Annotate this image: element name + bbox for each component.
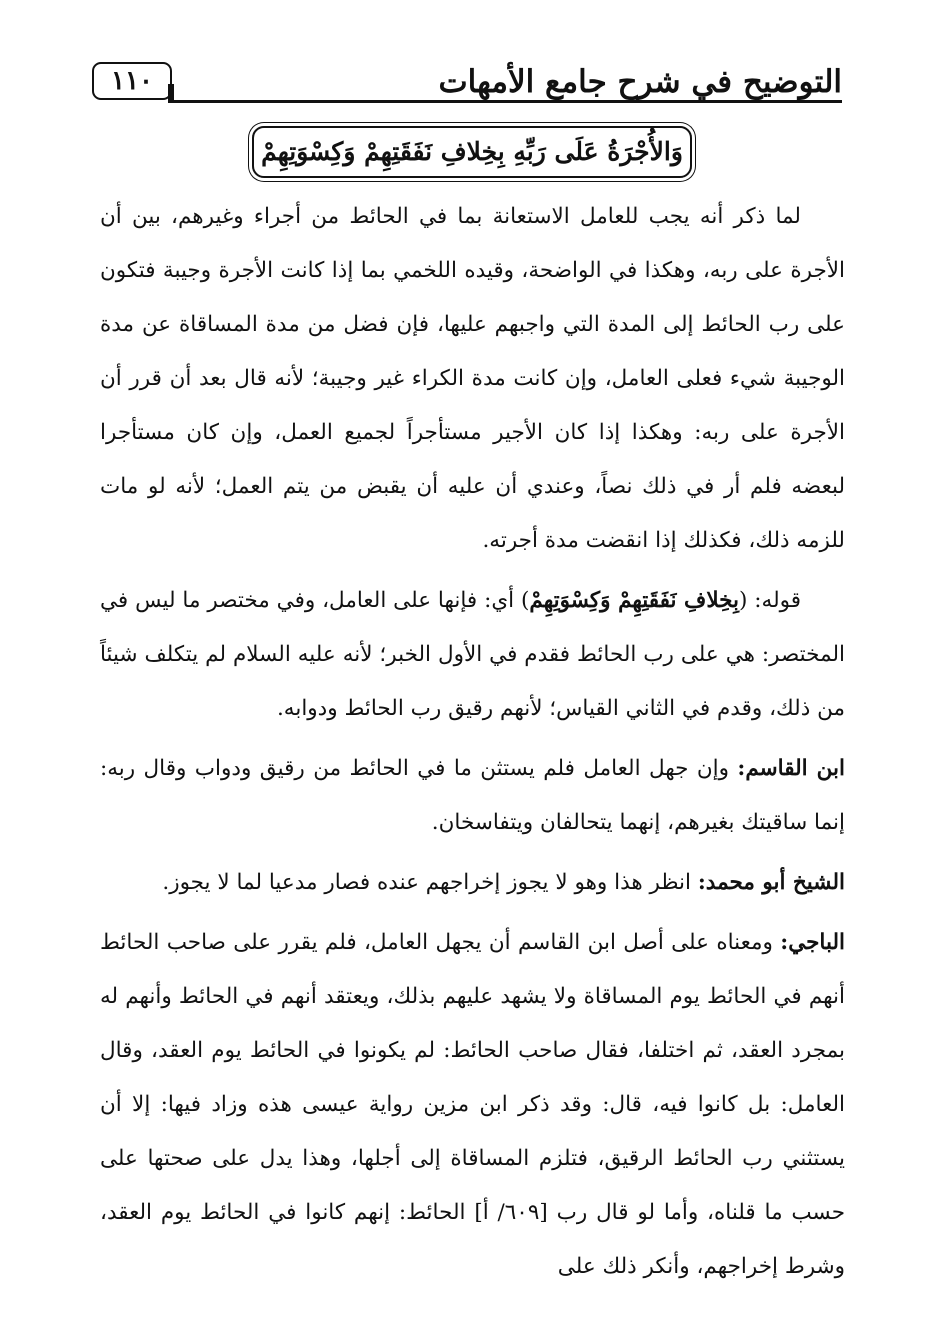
quoted-text: بِخِلافِ نَفَقَتِهِمْ وَكِسْوَتِهِمْ <box>529 588 740 613</box>
speaker-albaji: الباجي: <box>780 930 845 955</box>
running-header <box>92 58 842 108</box>
section-title: وَالأُجْرَةُ عَلَى رَبِّهِ بِخِلافِ نَفَقَتِهِمْ وَكِسْوَتِهِمْ <box>252 126 692 178</box>
paragraph-4 <box>100 856 845 910</box>
paragraph-2-rest: ) أي: فإنها على العامل، وفي مختصر ما ليس في المختصر: هي على رب الحائط فقدم في الأول الخبر؛ لأنه عليه السلام لم يتكلف شيئاً من ذلك، وقدم في الثاني القياس؛ لأنهم رقيق رب الحائط ودوابه. <box>100 588 845 721</box>
body-text <box>100 190 845 1300</box>
paragraph-3 <box>100 742 845 850</box>
book-title: التوضيح في شرح جامع الأمهات <box>438 64 842 100</box>
paragraph-3-rest: وإن جهل العامل فلم يستثن ما في الحائط من رقيق ودواب وقال ربه: إنما ساقيتك بغيرهم، إنهما يتحالفان ويتفاسخان. <box>100 756 845 835</box>
paragraph-2 <box>100 574 845 736</box>
paragraph-2-prefix: قوله: ( <box>739 588 802 613</box>
speaker-abu-muhammad: الشيخ أبو محمد: <box>697 870 845 895</box>
paragraph-5 <box>100 916 845 1294</box>
header-rule <box>168 100 842 103</box>
paragraph-4-rest: انظر هذا وهو لا يجوز إخراجهم عنده فصار مدعيا لما لا يجوز. <box>162 870 698 895</box>
paragraph-1: لما ذكر أنه يجب للعامل الاستعانة بما في الحائط من أجراء وغيرهم، بين أن الأجرة على ربه، وهكذا في الواضحة، وقيده اللخمي بما إذا كانت الأجرة وجيبة فتكون على رب الحائط إلى المدة التي واجبهم عليها، فإن فضل من مدة المساقاة عن مدة الوجيبة شيء فعلى العامل، وإن كانت مدة الكراء غير وجيبة؛ لأنه قال بعد أن قرر أن الأجرة على ربه: وهكذا إذا كان الأجير مستأجراً لجميع العمل، وإن كان مستأجرا لبعضه فلم أر في ذلك نصاً، وعندي أن عليه أن يقبض من يتم العمل؛ لأنه لو مات للزمه ذلك، فكذلك إذا انقضت مدة أجرته. <box>100 204 845 553</box>
page-number: ١١٠ <box>92 62 172 100</box>
header-rule-tick <box>168 84 174 103</box>
speaker-ibn-alqasim: ابن القاسم: <box>737 756 845 781</box>
paragraph-5-rest: ومعناه على أصل ابن القاسم أن يجهل العامل، فلم يقرر على صاحب الحائط أنهم في الحائط يوم المساقاة ولا يشهد عليهم بذلك، ويعتقد أنهم في الحائط وأنهم له بمجرد العقد، ثم اختلفا، فقال صاحب الحائط: لم يكونوا في الحائط يوم العقد، وقال العامل: بل كانوا فيه، قال: وقد ذكر ابن مزين رواية عيسى هذه وزاد فيها: إلا أن يستثني رب الحائط الرقيق، فتلزم المساقاة إلى أجلها، وهذا يدل على صحتها على حسب ما قلناه، وأما لو قال رب [٦٠٩/ أ] الحائط: إنهم كانوا في الحائط يوم العقد، وشرط إخراجهم، وأنكر ذلك على <box>100 930 845 1279</box>
